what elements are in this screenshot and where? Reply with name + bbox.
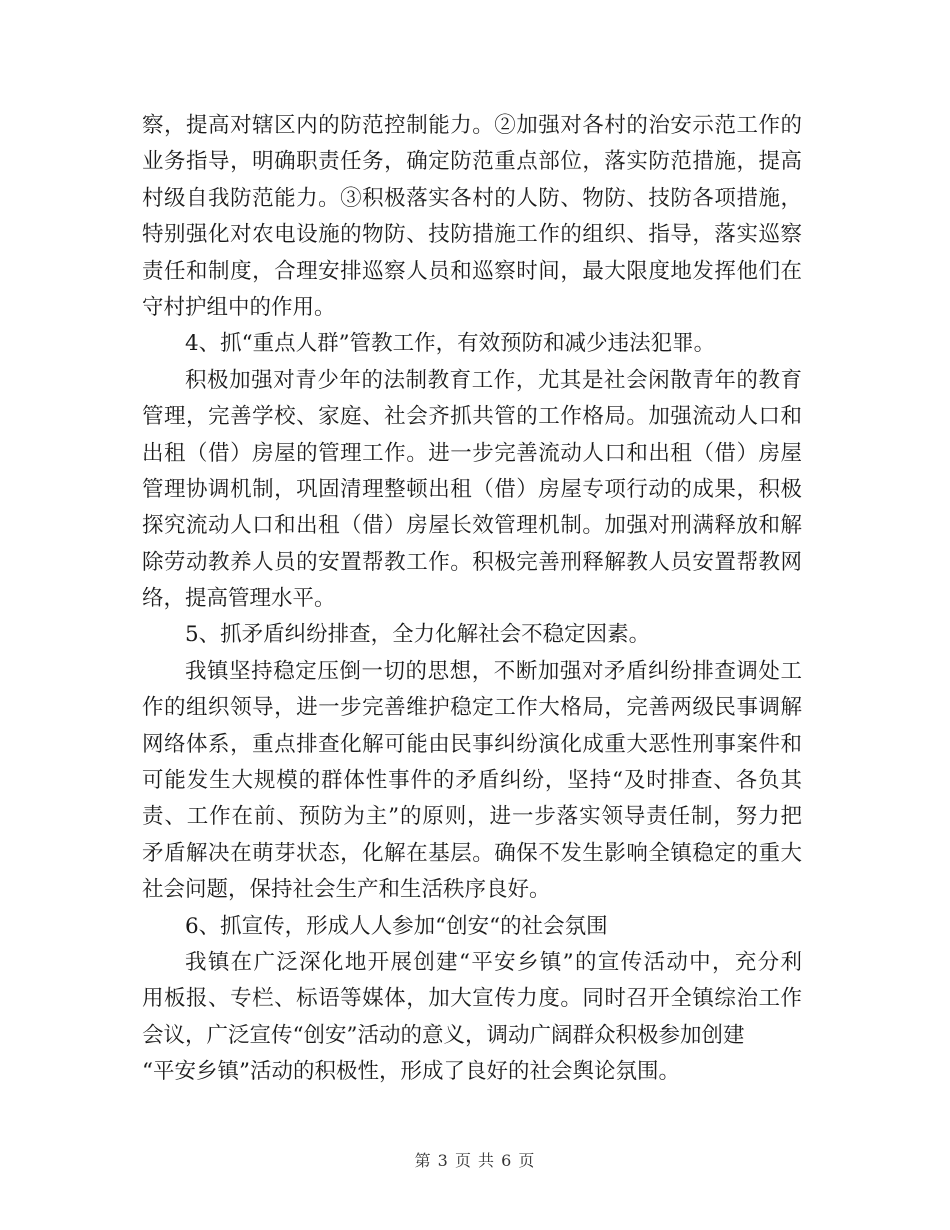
body-line: 管理，完善学校、家庭、社会齐抓共管的工作格局。加强流动人口和 — [142, 404, 802, 430]
body-line: 责、工作在前、预防为主”的原则，进一步落实领导责任制，努力把 — [142, 804, 802, 830]
body-line: 会议，广泛宣传“创安”活动的意义，调动广阔群众积极参加创建 — [142, 1022, 745, 1048]
body-line: 矛盾解决在萌芽状态，化解在基层。确保不发生影响全镇稳定的重大 — [142, 840, 802, 866]
section-heading: 5、抓矛盾纠纷排查，全力化解社会不稳定因素。 — [185, 622, 651, 648]
body-line: 特别强化对农电设施的物防、技防措施工作的组织、指导，落实巡察 — [142, 222, 802, 248]
body-line: 探究流动人口和出租（借）房屋长效管理机制。加强对刑满释放和解 — [142, 513, 802, 539]
body-line: 用板报、专栏、标语等媒体，加大宣传力度。同时召开全镇综治工作 — [142, 986, 802, 1012]
body-line: 作的组织领导，进一步完善维护稳定工作大格局，完善两级民事调解 — [142, 695, 802, 721]
body-line: 除劳动教养人员的安置帮教工作。积极完善刑释解教人员安置帮教网 — [142, 549, 802, 575]
body-line: 村级自我防范能力。③积极落实各村的人防、物防、技防各项措施， — [142, 185, 802, 211]
body-line: 络，提高管理水平。 — [142, 586, 336, 612]
section-heading: 4、抓“重点人群”管教工作，有效预防和减少违法犯罪。 — [185, 331, 716, 357]
body-line: 管理协调机制，巩固清理整顿出租（借）房屋专项行动的成果，积极 — [142, 476, 802, 502]
body-line: 察，提高对辖区内的防范控制能力。②加强对各村的治安示范工作的 — [142, 113, 802, 138]
body-line: 业务指导，明确职责任务，确定防范重点部位，落实防范措施，提高 — [142, 149, 802, 175]
page-number: 第 3 页 共 6 页 — [414, 1151, 536, 1170]
body-line: 我镇坚持稳定压倒一切的思想，不断加强对矛盾纠纷排查调处工 — [185, 658, 802, 684]
body-line: 责任和制度，合理安排巡察人员和巡察时间，最大限度地发挥他们在 — [142, 258, 802, 284]
document-body — [142, 108, 802, 1091]
body-line: 守村护组中的作用。 — [142, 294, 336, 320]
body-line: 我镇在广泛深化地开展创建“平安乡镇”的宣传活动中，充分利 — [185, 949, 802, 975]
body-line: 网络体系，重点排查化解可能由民事纠纷演化成重大恶性刑事案件和 — [142, 731, 802, 757]
body-line: 社会问题，保持社会生产和生活秩序良好。 — [142, 877, 551, 903]
body-line: 出租（借）房屋的管理工作。进一步完善流动人口和出租（借）房屋 — [142, 440, 802, 466]
body-line: 积极加强对青少年的法制教育工作，尤其是社会闲散青年的教育 — [185, 367, 802, 393]
section-heading: 6、抓宣传，形成人人参加“创安“的社会氛围 — [185, 913, 608, 939]
body-line: “平安乡镇”活动的积极性，形成了良好的社会舆论氛围。 — [142, 1059, 680, 1085]
body-line: 可能发生大规模的群体性事件的矛盾纠纷，坚持“及时排查、各负其 — [142, 768, 802, 794]
